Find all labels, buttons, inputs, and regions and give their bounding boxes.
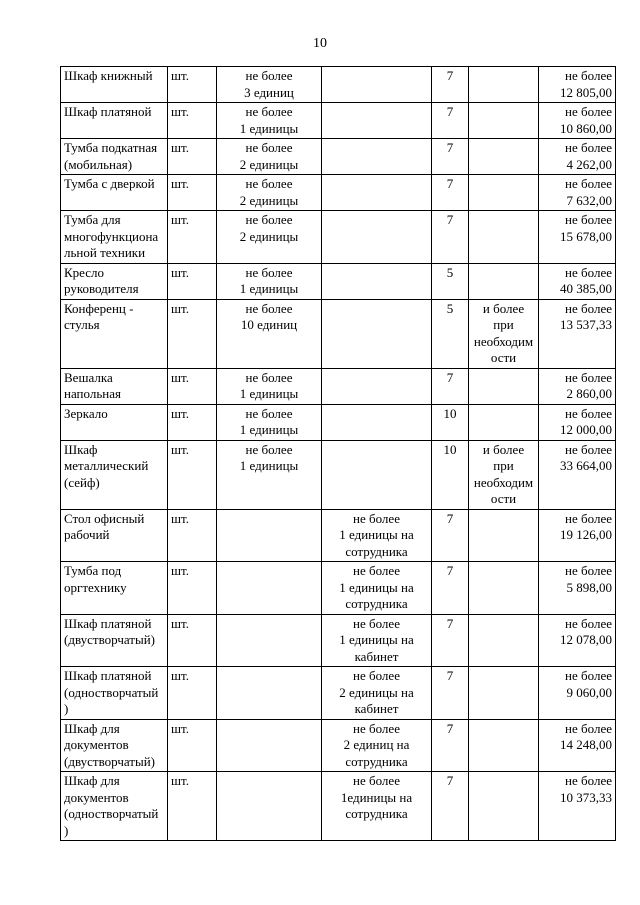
quantity-per-employee-cell: [322, 614, 432, 667]
item-name-cell: [61, 440, 168, 509]
price-cell: [539, 772, 616, 841]
table-row: [61, 614, 616, 667]
service-years-text: 7: [446, 68, 454, 83]
item-name-text: Тумба подкатная (мобильная): [64, 140, 158, 172]
item-name-cell: [61, 509, 168, 562]
quantity-per-office-cell: [217, 103, 322, 139]
service-years-cell: [432, 614, 469, 667]
quantity-per-office-cell: [217, 139, 322, 175]
price-cell: [539, 211, 616, 264]
price-text: не более 33 664,00: [560, 441, 612, 473]
price-text: не более 12 000,00: [560, 405, 612, 437]
note-cell: [469, 772, 539, 841]
unit-text: шт.: [171, 68, 189, 83]
price-text: не более 12 078,00: [560, 615, 612, 647]
quantity-per-office-text: не более 1 единицы: [239, 369, 299, 401]
quantity-per-employee-text: не более 1 единицы на кабинет: [339, 615, 414, 664]
price-cell: [539, 299, 616, 368]
unit-cell: [168, 404, 217, 440]
item-name-text: Шкаф платяной (двустворчатый): [64, 615, 155, 647]
service-years-cell: [432, 175, 469, 211]
quantity-per-employee-cell: [322, 509, 432, 562]
item-name-cell: [61, 211, 168, 264]
item-name-text: Кресло руководителя: [64, 264, 139, 296]
price-text: не более 10 860,00: [560, 104, 612, 136]
item-name-text: Тумба с дверкой: [64, 176, 155, 191]
note-cell: [469, 175, 539, 211]
service-years-cell: [432, 509, 469, 562]
unit-cell: [168, 263, 217, 299]
service-years-cell: [432, 562, 469, 615]
quantity-per-office-cell: [217, 175, 322, 211]
service-years-text: 7: [446, 773, 454, 788]
unit-cell: [168, 103, 217, 139]
service-years-text: 7: [446, 104, 454, 119]
price-cell: [539, 368, 616, 404]
price-text: не более 4 262,00: [565, 140, 612, 172]
unit-cell: [168, 67, 217, 103]
price-text: не более 14 248,00: [560, 720, 612, 752]
item-name-cell: [61, 263, 168, 299]
table-row: [61, 139, 616, 175]
table-row: [61, 509, 616, 562]
price-text: не более 12 805,00: [560, 68, 612, 100]
quantity-per-employee-cell: [322, 440, 432, 509]
service-years-cell: [432, 263, 469, 299]
quantity-per-employee-text: не более 2 единиц на сотрудника: [343, 720, 410, 769]
quantity-per-office-text: не более 2 единицы: [239, 140, 299, 172]
service-years-cell: [432, 67, 469, 103]
unit-cell: [168, 139, 217, 175]
service-years-cell: [432, 211, 469, 264]
quantity-per-office-text: не более 2 единицы: [239, 176, 299, 208]
price-text: не более 9 060,00: [565, 668, 612, 700]
table-row: [61, 719, 616, 772]
unit-cell: [168, 772, 217, 841]
quantity-per-employee-cell: [322, 772, 432, 841]
service-years-text: 10: [443, 441, 457, 457]
quantity-per-office-text: не более 1 единицы: [239, 405, 299, 437]
quantity-per-employee-cell: [322, 139, 432, 175]
quantity-per-employee-cell: [322, 67, 432, 103]
price-cell: [539, 263, 616, 299]
note-cell: [469, 103, 539, 139]
quantity-per-employee-cell: [322, 667, 432, 720]
unit-cell: [168, 440, 217, 509]
unit-cell: [168, 368, 217, 404]
note-cell: [469, 440, 539, 509]
unit-text: шт.: [171, 563, 189, 578]
note-cell: [469, 368, 539, 404]
price-cell: [539, 103, 616, 139]
unit-text: шт.: [171, 369, 189, 385]
furniture-table: [60, 66, 616, 841]
quantity-per-employee-cell: [322, 263, 432, 299]
quantity-per-office-cell: [217, 67, 322, 103]
table-row: [61, 175, 616, 211]
price-text: не более 7 632,00: [565, 176, 612, 208]
service-years-text: 7: [446, 212, 454, 227]
item-name-cell: [61, 404, 168, 440]
item-name-cell: [61, 67, 168, 103]
unit-text: шт.: [171, 668, 189, 683]
quantity-per-office-cell: [217, 368, 322, 404]
service-years-cell: [432, 139, 469, 175]
note-cell: [469, 139, 539, 175]
quantity-per-office-cell: [217, 562, 322, 615]
note-cell: [469, 719, 539, 772]
price-text: не более 5 898,00: [565, 563, 612, 595]
quantity-per-office-cell: [217, 211, 322, 264]
price-cell: [539, 67, 616, 103]
service-years-cell: [432, 440, 469, 509]
service-years-text: 7: [446, 140, 454, 155]
quantity-per-employee-text: не более 1единицы на сотрудника: [340, 773, 413, 821]
item-name-text: Тумба под оргтехнику: [64, 563, 127, 595]
note-cell: [469, 404, 539, 440]
note-cell: [469, 67, 539, 103]
item-name-cell: [61, 175, 168, 211]
unit-text: шт.: [171, 140, 189, 155]
service-years-cell: [432, 368, 469, 404]
note-cell: [469, 211, 539, 264]
unit-cell: [168, 175, 217, 211]
quantity-per-office-cell: [217, 440, 322, 509]
item-name-cell: [61, 562, 168, 615]
item-name-cell: [61, 667, 168, 720]
quantity-per-office-cell: [217, 667, 322, 720]
note-cell: [469, 667, 539, 720]
quantity-per-office-text: не более 1 единицы: [239, 264, 299, 296]
price-cell: [539, 440, 616, 509]
service-years-cell: [432, 667, 469, 720]
quantity-per-office-cell: [217, 614, 322, 667]
quantity-per-office-text: не более 1 единицы: [239, 441, 299, 473]
price-cell: [539, 139, 616, 175]
unit-text: шт.: [171, 300, 189, 316]
price-cell: [539, 509, 616, 562]
table-row: [61, 667, 616, 720]
unit-cell: [168, 562, 217, 615]
unit-text: шт.: [171, 405, 189, 421]
price-text: не более 19 126,00: [560, 510, 612, 542]
unit-cell: [168, 509, 217, 562]
service-years-cell: [432, 719, 469, 772]
quantity-per-employee-cell: [322, 211, 432, 264]
quantity-per-employee-cell: [322, 719, 432, 772]
quantity-per-office-text: не более 2 единицы: [239, 212, 299, 244]
service-years-text: 5: [446, 300, 454, 316]
item-name-cell: [61, 719, 168, 772]
unit-text: шт.: [171, 104, 189, 119]
item-name-cell: [61, 772, 168, 841]
unit-cell: [168, 667, 217, 720]
item-name-cell: [61, 139, 168, 175]
item-name-cell: [61, 103, 168, 139]
quantity-per-employee-text: не более 2 единицы на кабинет: [339, 668, 414, 716]
item-name-text: Тумба для многофункциона льной техники: [64, 212, 159, 260]
price-cell: [539, 404, 616, 440]
price-cell: [539, 175, 616, 211]
unit-text: шт.: [171, 441, 189, 457]
item-name-text: Стол офисный рабочий: [64, 510, 145, 542]
unit-text: шт.: [171, 264, 189, 280]
service-years-cell: [432, 299, 469, 368]
table-row: [61, 211, 616, 264]
note-text: и более при необходим ости: [473, 300, 534, 365]
item-name-cell: [61, 299, 168, 368]
quantity-per-office-text: не более 3 единиц: [244, 68, 294, 100]
price-text: не более 10 373,33: [560, 773, 612, 805]
item-name-text: Конференц - стулья: [64, 300, 134, 332]
quantity-per-employee-cell: [322, 175, 432, 211]
table-row: [61, 299, 616, 368]
price-cell: [539, 562, 616, 615]
unit-text: шт.: [171, 773, 189, 788]
service-years-cell: [432, 772, 469, 841]
unit-text: шт.: [171, 176, 189, 191]
quantity-per-office-cell: [217, 719, 322, 772]
item-name-cell: [61, 368, 168, 404]
item-name-text: Шкаф книжный: [64, 68, 153, 83]
price-cell: [539, 719, 616, 772]
quantity-per-office-cell: [217, 404, 322, 440]
item-name-text: Шкаф металлический (сейф): [64, 441, 149, 490]
table-row: [61, 562, 616, 615]
note-text: и более при необходим ости: [473, 441, 534, 506]
quantity-per-office-cell: [217, 509, 322, 562]
unit-cell: [168, 299, 217, 368]
note-cell: [469, 263, 539, 299]
price-text: не более 13 537,33: [560, 300, 612, 332]
item-name-cell: [61, 614, 168, 667]
item-name-text: Вешалка напольная: [64, 369, 121, 401]
quantity-per-employee-cell: [322, 103, 432, 139]
unit-text: шт.: [171, 212, 189, 227]
table-row: [61, 67, 616, 103]
quantity-per-office-text: не более 1 единицы: [239, 104, 299, 136]
quantity-per-employee-text: не более 1 единицы на сотрудника: [339, 563, 414, 611]
table-row: [61, 263, 616, 299]
service-years-text: 7: [446, 176, 454, 191]
service-years-text: 7: [446, 720, 454, 736]
service-years-text: 5: [446, 264, 454, 280]
service-years-text: 7: [446, 510, 454, 526]
unit-cell: [168, 614, 217, 667]
service-years-text: 7: [446, 369, 454, 385]
quantity-per-employee-cell: [322, 368, 432, 404]
table-row: [61, 404, 616, 440]
unit-text: шт.: [171, 510, 189, 526]
price-text: не более 15 678,00: [560, 212, 612, 244]
page-number: 10: [313, 36, 327, 51]
quantity-per-office-cell: [217, 772, 322, 841]
note-cell: [469, 299, 539, 368]
table-row: [61, 368, 616, 404]
note-cell: [469, 614, 539, 667]
service-years-text: 7: [446, 615, 454, 631]
service-years-cell: [432, 103, 469, 139]
service-years-text: 7: [446, 668, 454, 683]
note-cell: [469, 562, 539, 615]
table-row: [61, 440, 616, 509]
quantity-per-employee-text: не более 1 единицы на сотрудника: [339, 510, 414, 559]
item-name-text: Шкаф платяной (одностворчатый ): [64, 668, 159, 716]
item-name-text: Шкаф для документов (одностворчатый ): [64, 773, 159, 838]
service-years-text: 10: [443, 405, 457, 421]
price-text: не более 2 860,00: [565, 369, 612, 401]
quantity-per-employee-cell: [322, 299, 432, 368]
unit-cell: [168, 719, 217, 772]
item-name-text: Шкаф для документов (двустворчатый): [64, 720, 155, 769]
quantity-per-office-text: не более 10 единиц: [240, 300, 298, 332]
quantity-per-office-cell: [217, 263, 322, 299]
price-cell: [539, 614, 616, 667]
service-years-cell: [432, 404, 469, 440]
price-text: не более 40 385,00: [560, 264, 612, 296]
price-cell: [539, 667, 616, 720]
item-name-text: Шкаф платяной: [64, 104, 152, 119]
service-years-text: 7: [446, 563, 454, 578]
quantity-per-employee-cell: [322, 404, 432, 440]
table-body: [61, 67, 616, 841]
note-cell: [469, 509, 539, 562]
unit-text: шт.: [171, 615, 189, 631]
item-name-text: Зеркало: [64, 405, 108, 421]
quantity-per-employee-cell: [322, 562, 432, 615]
table-row: [61, 772, 616, 841]
quantity-per-office-cell: [217, 299, 322, 368]
unit-text: шт.: [171, 720, 189, 736]
table-row: [61, 103, 616, 139]
unit-cell: [168, 211, 217, 264]
